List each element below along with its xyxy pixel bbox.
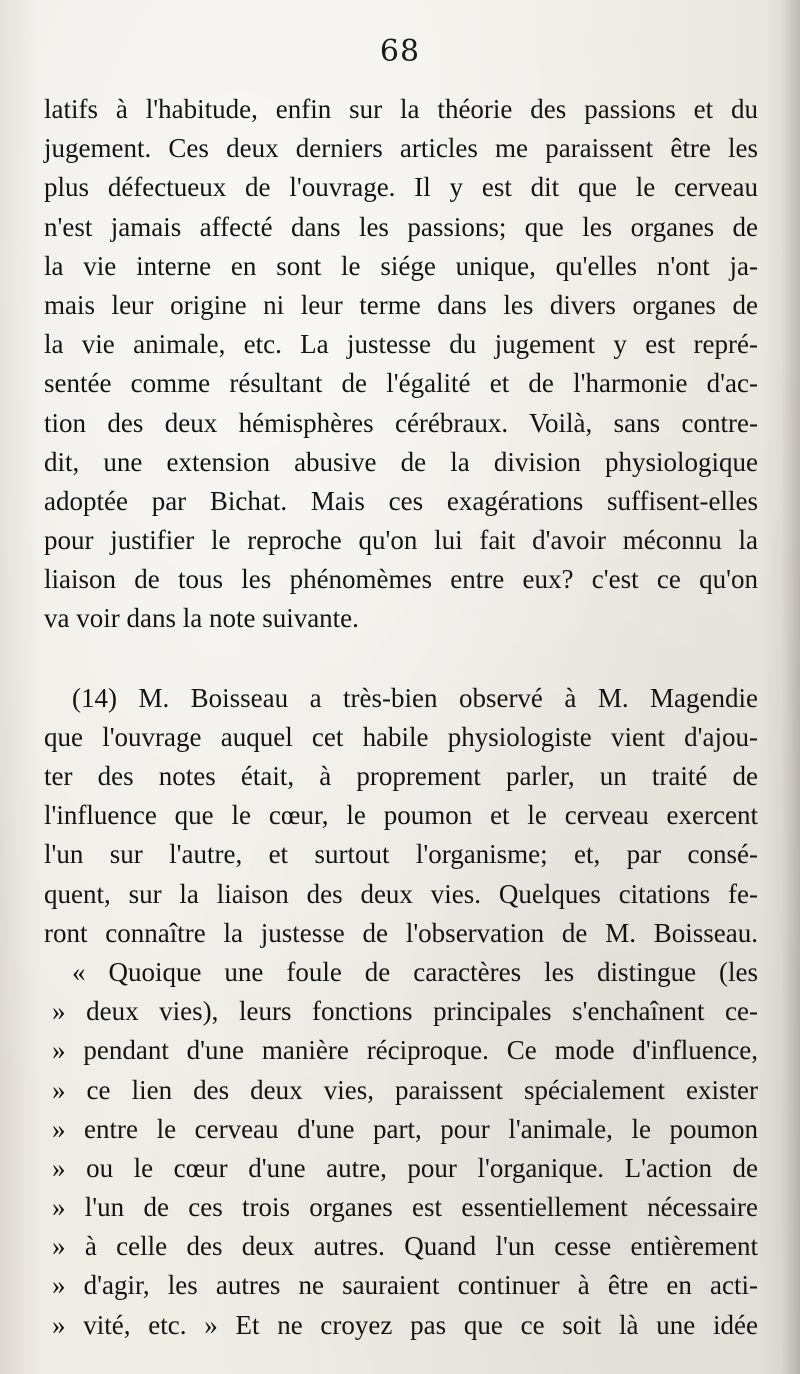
text-line: n'est jamais affecté dans les passions; que les organes de (44, 211, 758, 242)
quote-line: » ce lien des deux vies, paraissent spécialement exister (52, 1074, 758, 1105)
page-number: 68 (379, 34, 421, 69)
note-14 (44, 679, 758, 953)
text-line: la vie interne en sont le siége unique, qu'elles n'ont ja- (44, 250, 758, 281)
text-line: la vie animale, etc. La justesse du jugement y est repré- (44, 329, 758, 360)
text-line: quent, sur la liaison des deux vies. Quelques citations fe- (44, 878, 758, 909)
text-line: va voir dans la note suivante. (44, 603, 359, 634)
quote-line: » pendant d'une manière réciproque. Ce mode d'influence, (52, 1035, 758, 1066)
page-edge-shadow (782, 0, 800, 1374)
quote-line: » entre le cerveau d'une part, pour l'animale, le poumon (52, 1113, 758, 1144)
quotation (44, 953, 758, 1345)
text-line: liaison de tous les phénomèmes entre eux? c'est ce qu'on (44, 564, 758, 595)
quote-line: » à celle des deux autres. Quand l'un cesse entièrement (52, 1231, 758, 1262)
text-line: pour justifier le reproche qu'on lui fait d'avoir méconnu la (44, 525, 758, 556)
note-heading-line: (14) M. Boisseau a très-bien observé à M. Magendie (72, 682, 758, 713)
quote-line: » l'un de ces trois organes est essentiellement nécessaire (52, 1192, 758, 1223)
text-line: dit, une extension abusive de la division physiologique (44, 446, 758, 477)
text-line: jugement. Ces deux derniers articles me paraissent être les (44, 133, 758, 164)
paragraph-1 (44, 90, 758, 639)
text-line: adoptée par Bichat. Mais ces exagérations suffisent-elles (44, 485, 758, 516)
text-line: sentée comme résultant de l'égalité et de l'harmonie d'ac- (44, 368, 758, 399)
paragraph-gap (44, 639, 758, 679)
quote-line: » deux vies), leurs fonctions principales s'enchaînent ce- (52, 996, 758, 1027)
text-line: latifs à l'habitude, enfin sur la théorie des passions et du (44, 94, 758, 124)
quote-line: » ou le cœur d'une autre, pour l'organique. L'action de (52, 1152, 758, 1183)
text-line: ront connaître la justesse de l'observation de M. Boisseau. (44, 917, 758, 948)
quote-line: « Quoique une foule de caractères les distingue (les (72, 956, 758, 987)
quote-line: » vité, etc. » Et ne croyez pas que ce soit là une idée (52, 1309, 758, 1340)
quote-line: » d'agir, les autres ne sauraient continuer à être en acti- (52, 1270, 758, 1301)
text-line: mais leur origine ni leur terme dans les divers organes de (44, 289, 758, 320)
text-line: ter des notes était, à proprement parler, un traité de (44, 761, 758, 791)
text-line: plus défectueux de l'ouvrage. Il y est dit que le cerveau (44, 172, 758, 203)
text-line: tion des deux hémisphères cérébraux. Voilà, sans contre- (44, 407, 758, 438)
text-line: que l'ouvrage auquel cet habile physiologiste vient d'ajou- (44, 721, 758, 752)
text-line: l'un sur l'autre, et surtout l'organisme; et, par consé- (44, 839, 758, 870)
text-line: l'influence que le cœur, le poumon et le cerveau exercent (44, 800, 758, 831)
text-block (44, 90, 758, 1345)
